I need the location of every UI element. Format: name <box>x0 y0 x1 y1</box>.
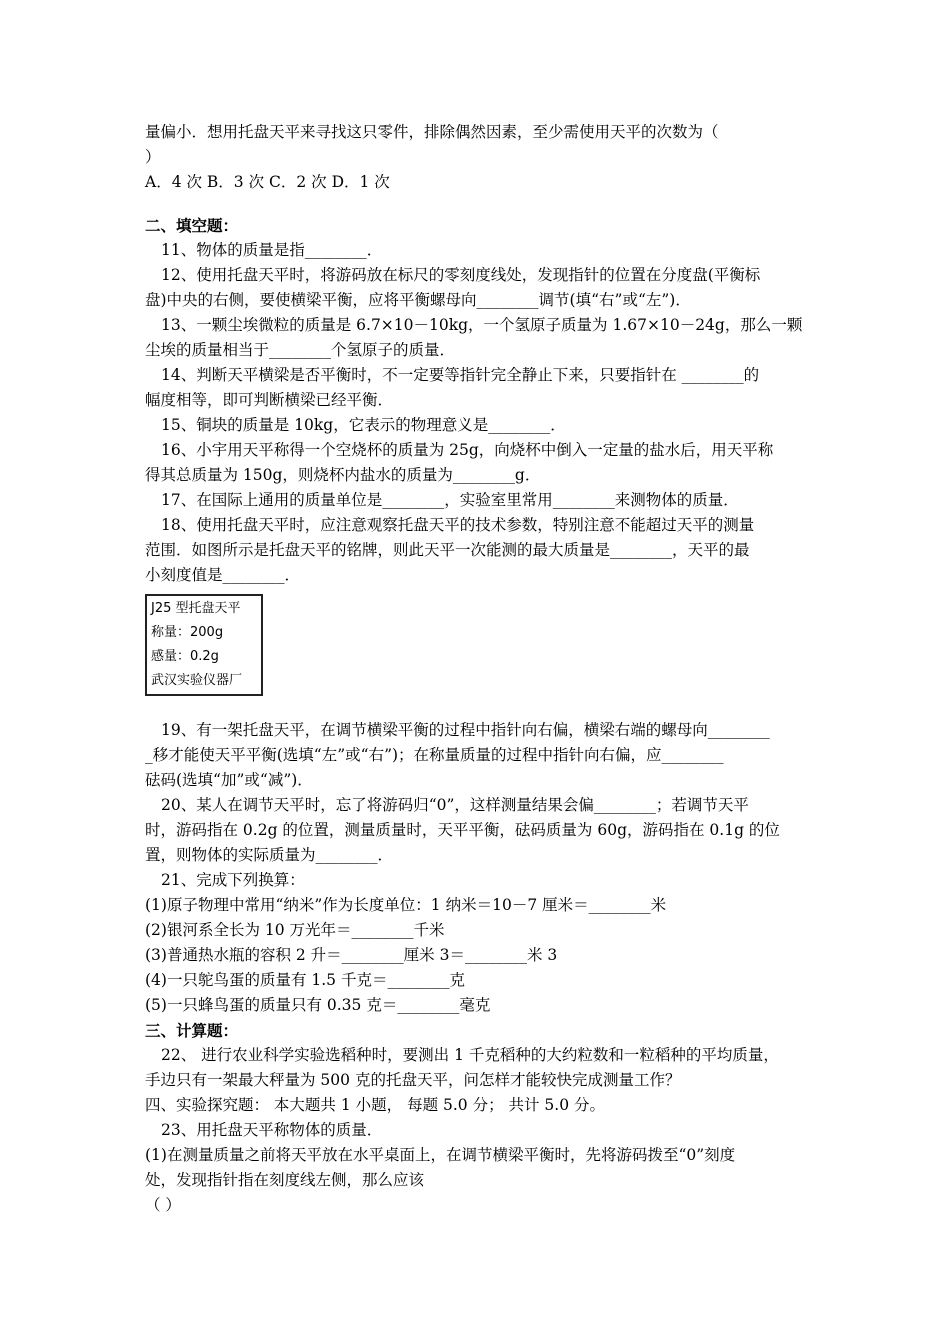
question-18-line-3: 小刻度值是________． <box>145 566 301 584</box>
question-15: 15、铜块的质量是 10kg，它表示的物理意义是________． <box>161 416 566 434</box>
question-14-line-1: 14、判断天平横梁是否平衡时，不一定要等指针完全静止下来，只要指针在 ________的 <box>161 366 760 384</box>
question-12-line-2: 盘)中央的右侧，要使横梁平衡，应将平衡螺母向________调节(填“右”或“左”)． <box>145 291 691 309</box>
balance-nameplate-figure <box>145 594 263 696</box>
question-18-line-2: 范围．如图所示是托盘天平的铭牌，则此天平一次能测的最大质量是________，天平的最 <box>145 541 750 559</box>
nameplate-maker: 武汉实验仪器厂 <box>151 673 243 688</box>
question-16-line-1: 16、小宇用天平称得一个空烧杯的质量为 25g，向烧杯中倒入一定量的盐水后，用天平称 <box>161 441 774 459</box>
question-23-answer-paren: （ ） <box>145 1196 181 1214</box>
question-22-line-1: 22、 进行农业科学实验选稻种时，要测出 1 千克稻种的大约粒数和一粒稻种的平均质量， <box>161 1046 779 1064</box>
question-11: 11、物体的质量是指________． <box>161 241 383 259</box>
question-23-title: 23、用托盘天平称物体的质量． <box>161 1121 383 1139</box>
question-14-line-2: 幅度相等，即可判断横梁已经平衡． <box>145 391 394 409</box>
conversion-item: (5)一只蜂鸟蛋的质量只有 0.35 克＝________毫克 <box>145 996 491 1014</box>
question-19-line-3: 砝码(选填“加”或“减”)． <box>145 771 313 789</box>
document-body <box>145 120 810 1218</box>
question-13-line-2: 尘埃的质量相当于________个氢原子的质量． <box>145 341 456 359</box>
question-20-line-1: 20、某人在调节天平时，忘了将游码归“0”，这样测量结果会偏________；若调节天平 <box>161 796 749 814</box>
question-21-title: 21、完成下列换算： <box>161 871 305 889</box>
conversion-item: (2)银河系全长为 10 万光年＝________千米 <box>145 921 445 939</box>
question-19-line-1: 19、有一架托盘天平，在调节横梁平衡的过程中指针向右偏，横梁右端的螺母向________ <box>161 721 770 739</box>
conversion-item: (3)普通热水瓶的容积 2 升＝________厘米 3＝________米 3 <box>145 946 558 964</box>
question-10-paren: ） <box>145 148 161 166</box>
question-20-line-2: 时，游码指在 0.2g 的位置，测量质量时，天平平衡，砝码质量为 60g，游码指在 0.1g 的位 <box>145 821 780 839</box>
question-23-line-2: 处，发现指针指在刻度线左侧，那么应该 <box>145 1171 425 1189</box>
question-18-line-1: 18、使用托盘天平时，应注意观察托盘天平的技术参数，特别注意不能超过天平的测量 <box>161 516 755 534</box>
spacer <box>145 195 810 213</box>
question-10-text: 量偏小．想用托盘天平来寻找这只零件，排除偶然因素，至少需使用天平的次数为（ <box>145 123 719 141</box>
conversion-item: (1)原子物理中常用“纳米”作为长度单位：1 纳米＝10－7 厘米＝________米 <box>145 896 667 914</box>
question-13-line-1: 13、一颗尘埃微粒的质量是 6.7×10－10kg，一个氢原子质量为 1.67×10－24g，那么一颗 <box>161 316 803 334</box>
question-23-line-1: (1)在测量质量之前将天平放在水平桌面上，在调节横梁平衡时，先将游码拨至“0”刻度 <box>145 1146 736 1164</box>
nameplate-model: J25 型托盘天平 <box>151 601 241 616</box>
conversion-item: (4)一只鸵鸟蛋的质量有 1.5 千克＝________克 <box>145 971 465 989</box>
question-16-line-2: 得其总质量为 150g，则烧杯内盐水的质量为________g． <box>145 466 541 484</box>
section-4-title: 四、实验探究题： 本大题共 1 小题， 每题 5.0 分； 共计 5.0 分。 <box>145 1096 606 1114</box>
question-19-line-2: _移才能使天平平衡(选填“左”或“右”)；在称量质量的过程中指针向右偏，应________ <box>145 746 724 764</box>
question-10-options: A．4 次 B．3 次 C．2 次 D．1 次 <box>145 173 390 191</box>
question-22-line-2: 手边只有一架最大秤量为 500 克的托盘天平，问怎样才能较快完成测量工作？ <box>145 1071 681 1089</box>
nameplate-sensitivity: 感量：0.2g <box>151 649 219 664</box>
section-3-title: 三、计算题： <box>145 1021 239 1040</box>
section-2-title: 二、填空题： <box>145 216 239 235</box>
question-20-line-3: 置，则物体的实际质量为________． <box>145 846 394 864</box>
nameplate-capacity: 称量：200g <box>151 625 224 640</box>
question-17: 17、在国际上通用的质量单位是________，实验室里常用________来测物体的质量． <box>161 491 739 509</box>
question-12-line-1: 12、使用托盘天平时，将游码放在标尺的零刻度线处，发现指针的位置在分度盘(平衡标 <box>161 266 761 284</box>
